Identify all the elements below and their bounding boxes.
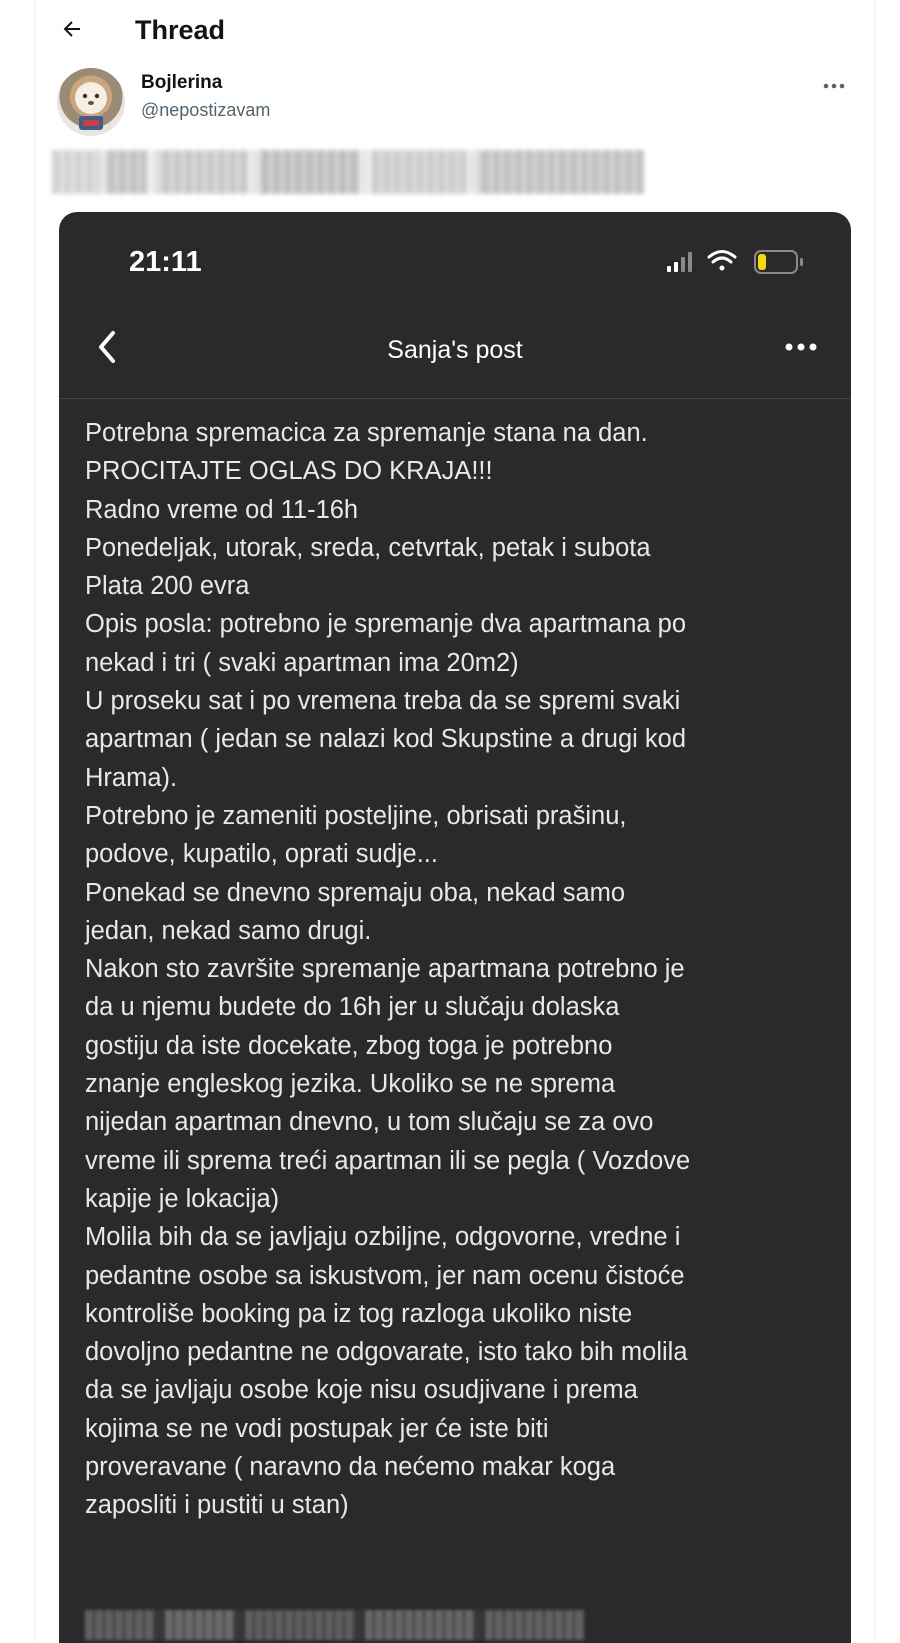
column-border-right: [874, 0, 875, 1643]
post-text-line: nekad i tri ( svaki apartman ima 20m2): [85, 648, 519, 677]
post-text-line: Ponedeljak, utorak, sreda, cetvrtak, petak i subota: [85, 533, 651, 562]
more-horizontal-icon[interactable]: [779, 332, 823, 362]
status-time: 21:11: [129, 246, 202, 278]
post-text-line: dovoljno pedantne ne odgovarate, isto tako bih molila: [85, 1338, 688, 1367]
battery-low-icon: [755, 251, 803, 273]
nav-divider: [59, 398, 851, 399]
post-nav-title: Sanja's post: [387, 336, 523, 364]
post-text-line: da se javljaju osobe koje nisu osudjivane i prema: [85, 1376, 638, 1405]
post-text-line: jedan, nekad samo drugi.: [85, 916, 372, 945]
status-icons: [665, 242, 815, 282]
post-text-line: gostiju da iste docekate, zbog toga je potrebno: [85, 1031, 613, 1060]
post-text-line: proveravane ( naravno da nećemo makar koga: [85, 1453, 616, 1482]
post-text-line: Nakon sto završite spremanje apartmana potrebno je: [85, 955, 685, 984]
post-text-line: da u njemu budete do 16h jer u slučaju dolaska: [85, 993, 620, 1022]
page-title: Thread: [135, 15, 226, 45]
post-text-line: Radno vreme od 11-16h: [85, 495, 359, 524]
post-text-line: Potrebno je zameniti posteljine, obrisati prašinu,: [85, 801, 627, 830]
post-text-line: vreme ili sprema treći apartman ili se pegla ( Vozdove: [85, 1146, 691, 1175]
post-text-line: kapije je lokacija): [85, 1184, 280, 1213]
post-text-line: U proseku sat i po vremena treba da se spremi svaki: [85, 687, 681, 716]
post-text-line: kojima se ne vodi postupak jer će iste biti: [85, 1414, 549, 1443]
post-text-line: Hrama).: [85, 763, 178, 792]
blurred-tweet-text: [52, 150, 644, 194]
thread-header: [35, 0, 874, 62]
post-text-line: apartman ( jedan se nalazi kod Skupstine a drugi kod: [85, 725, 687, 754]
avatar[interactable]: [57, 68, 125, 136]
post-text-line: kontroliše booking pa iz tog razloga ukoliko niste: [85, 1299, 633, 1328]
post-text-line: znanje engleskog jezika. Ukoliko se ne sprema: [85, 1070, 616, 1099]
embedded-phone-screenshot: [59, 212, 851, 1643]
post-text-line: PROCITAJTE OGLAS DO KRAJA!!!: [85, 457, 493, 486]
wifi-icon: [709, 252, 735, 271]
author-display-name[interactable]: Bojlerina: [141, 72, 223, 93]
tweet-author: [35, 64, 874, 136]
post-text-line: pedantne osobe sa iskustvom, jer nam ocenu čistoće: [85, 1261, 685, 1290]
author-handle: @nepostizavam: [141, 100, 271, 120]
post-text-line: Plata 200 evra: [85, 572, 250, 601]
post-text-line: Molila bih da se javljaju ozbiljne, odgovorne, vredne i: [85, 1223, 681, 1252]
back-arrow-icon[interactable]: [57, 14, 87, 44]
column-border-left: [34, 0, 35, 1643]
cellular-signal-icon: [667, 252, 692, 272]
post-body: [85, 414, 830, 1525]
post-text-line: podove, kupatilo, oprati sudje...: [85, 840, 438, 869]
post-text-line: nijedan apartman dnevno, u tom slučaju se za ovo: [85, 1108, 654, 1137]
post-text-line: Ponekad se dnevno spremaju oba, nekad samo: [85, 878, 626, 907]
post-text-line: Potrebna spremacica za spremanje stana na dan.: [85, 419, 648, 447]
more-horizontal-icon[interactable]: [818, 70, 850, 102]
blurred-post-footer: [85, 1610, 585, 1640]
post-text-line: Opis posla: potrebno je spremanje dva apartmana po: [85, 610, 687, 639]
post-text-line: zaposliti i pustiti u stan): [85, 1491, 349, 1520]
